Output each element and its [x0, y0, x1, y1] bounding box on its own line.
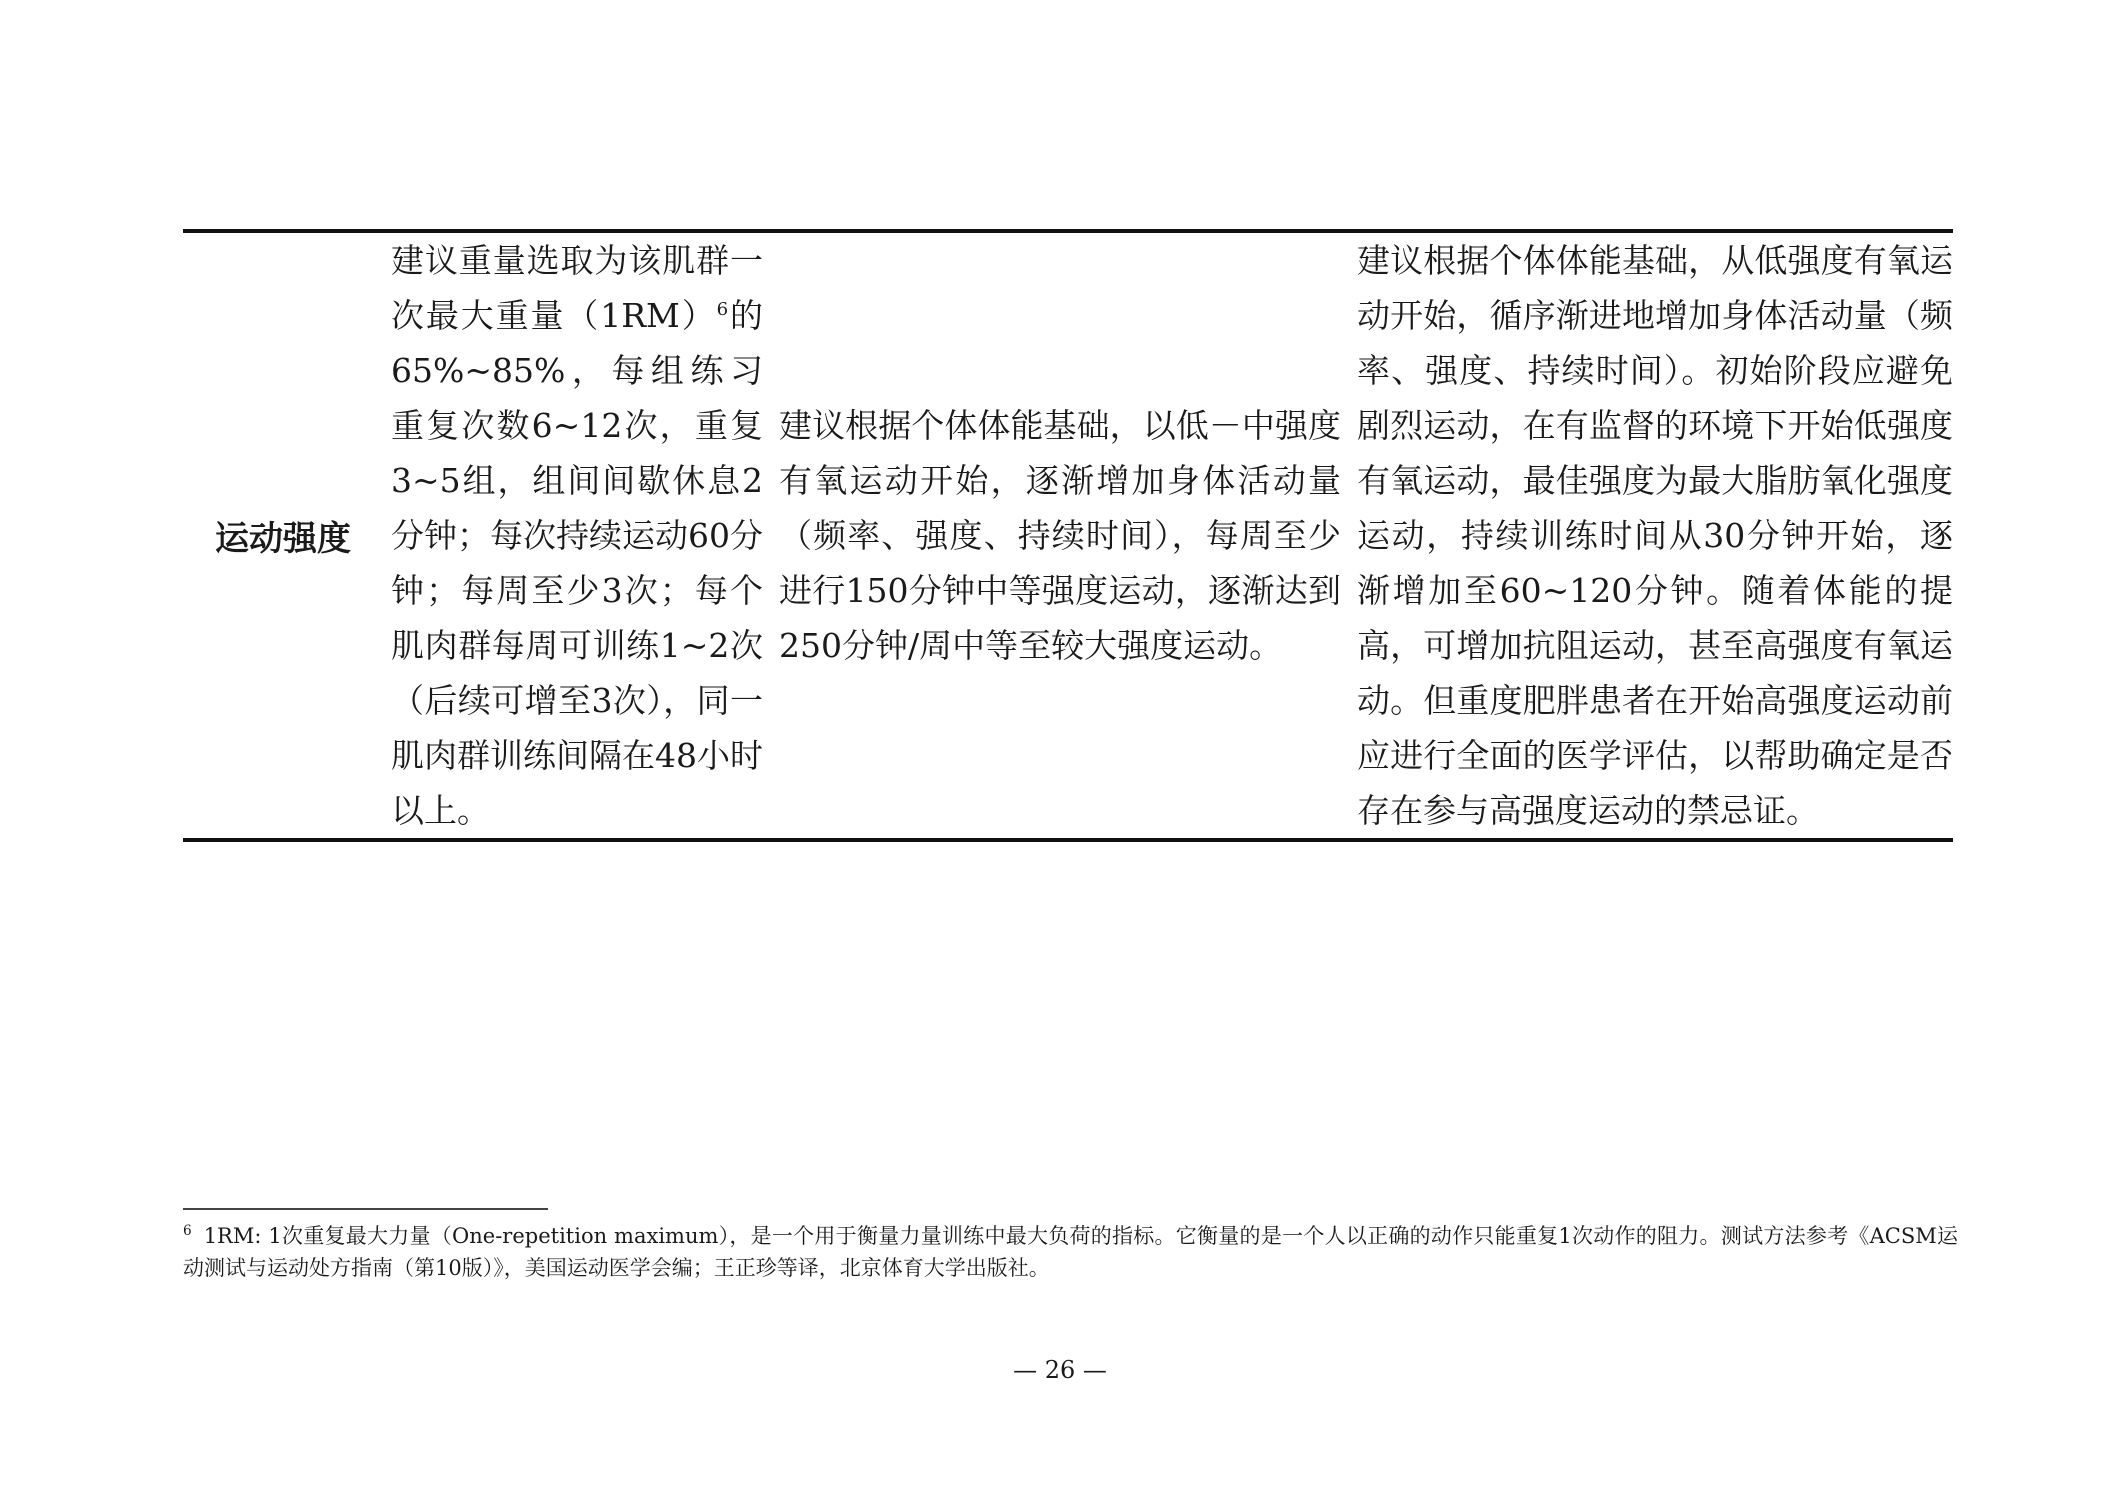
- resistance-text-part1: 建议重量选取为该肌群一次最大重量（1RM）: [391, 241, 763, 335]
- footnote-marker: 6: [183, 1223, 192, 1239]
- footnote-reference[interactable]: 6: [716, 299, 729, 320]
- severe-obesity-cell: [1349, 233, 1953, 838]
- footnote: [183, 1220, 1958, 1284]
- footnote-text: 1RM: 1次重复最大力量（One-repetition maximum），是一个用于衡量力量训练中最大负荷的指标。它衡量的是一个人以正确的动作只能重复1次动作的阻力。测试方法参考《ACSM运动测试与运动处方指南（第10版）》，美国运动医学会编；王正珍等译，北京体育大学出版社。: [183, 1224, 1958, 1280]
- exercise-intensity-table: [183, 229, 1953, 842]
- resistance-text-part2: 的65%~85%，每组练习重复次数6~12次，重复3~5组，组间间歇休息2分钟；每次持续运动60分钟；每周至少3次；每个肌肉群每周可训练1~2次（后续可增至3次），同一肌肉群训练间隔在48小时以上。: [391, 296, 763, 830]
- severe-obesity-text: 建议根据个体体能基础，从低强度有氧运动开始，循序渐进地增加身体活动量（频率、强度、持续时间）。初始阶段应避免剧烈运动，在有监督的环境下开始低强度有氧运动，最佳强度为最大脂肪氧化强度运动，持续训练时间从30分钟开始，逐渐增加至60~120分钟。随着体能的提高，可增加抗阻运动，甚至高强度有氧运动。但重度肥胖患者在开始高强度运动前应进行全面的医学评估，以帮助确定是否存在参与高强度运动的禁忌证。: [1357, 241, 1953, 830]
- footnote-divider: [183, 1208, 548, 1210]
- aerobic-moderate-cell: 建议根据个体体能基础，以低－中强度有氧运动开始，逐渐增加身体活动量（频率、强度、持续时间），每周至少进行150分钟中等强度运动，逐渐达到250分钟/周中等至较大强度运动。: [779, 406, 1341, 665]
- row-label-exercise-intensity: 运动强度: [215, 519, 351, 559]
- page-number: — 26 —: [1013, 1356, 1107, 1384]
- resistance-training-cell: [383, 233, 771, 838]
